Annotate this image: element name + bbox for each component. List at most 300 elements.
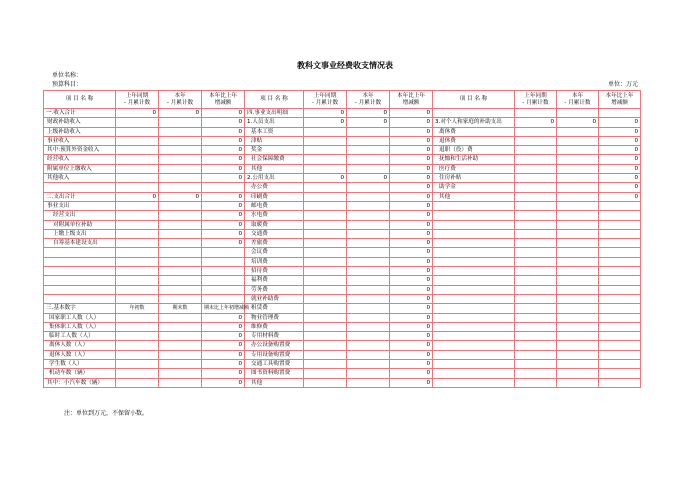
table-cell [304,220,347,229]
table-cell [159,276,202,285]
table-cell [433,267,515,276]
table-cell [44,294,116,303]
table-cell [304,294,347,303]
table-cell [557,127,599,136]
table-cell: 0 [202,369,245,378]
table-cell [515,332,557,341]
table-cell [347,155,390,164]
table-cell: 0 [390,201,433,210]
table-cell [347,332,390,341]
table-cell [202,267,245,276]
table-cell [347,183,390,192]
table-cell [557,109,599,118]
table-cell [116,248,159,257]
table-cell [347,304,390,313]
table-cell [116,350,159,359]
table-cell: 0 [390,146,433,155]
table-cell: 自筹基本建设支出 [44,239,116,248]
table-cell [347,285,390,294]
table-row [44,127,641,136]
table-cell [557,332,599,341]
table-cell: 0 [202,341,245,350]
table-cell: 3.对个人和家庭的补助支出 [433,118,515,127]
table-cell: 培训费 [245,257,304,266]
table-cell: 0 [202,229,245,238]
table-cell [304,360,347,369]
table-cell [433,369,515,378]
header-change: 本年比上年 增减额 [202,91,245,109]
table-cell [599,201,641,210]
table-cell: 0 [390,304,433,313]
table-cell [433,360,515,369]
table-cell: 0 [390,211,433,220]
table-cell [116,294,159,303]
table-cell [159,174,202,183]
table-cell [557,350,599,359]
table-cell [304,136,347,145]
table-cell: 取暖费 [245,220,304,229]
table-cell [159,155,202,164]
table-cell [304,192,347,201]
table-cell: 财政补助收入 [44,118,116,127]
table-cell [557,285,599,294]
table-cell: 津贴 [245,136,304,145]
table-cell: 0 [202,360,245,369]
table-cell [116,267,159,276]
table-cell [557,229,599,238]
table-cell: 0 [599,164,641,173]
table-cell: 其他 [245,164,304,173]
table-cell [347,248,390,257]
table-cell [347,378,390,387]
table-cell [515,350,557,359]
table-cell [116,239,159,248]
table-cell [433,276,515,285]
table-cell [515,192,557,201]
table-cell [599,257,641,266]
table-cell [347,192,390,201]
table-cell: 0 [599,174,641,183]
table-cell [159,127,202,136]
table-cell [433,239,515,248]
table-cell [304,332,347,341]
table-cell: 0 [599,127,641,136]
table-cell: 0 [390,257,433,266]
unit-name-label: 单位名称： [52,72,83,79]
table-cell [515,360,557,369]
table-cell [159,360,202,369]
table-cell [599,220,641,229]
table-cell: 0 [202,322,245,331]
table-cell: 0 [347,118,390,127]
table-cell [599,378,641,387]
table-cell: 0 [304,174,347,183]
table-cell: 退职（役）费 [433,146,515,155]
table-cell [44,183,116,192]
table-cell [515,341,557,350]
table-cell [557,294,599,303]
table-cell [599,332,641,341]
header-prev-year: 上年同期 - 月累计数 [515,91,557,109]
table-cell: 0 [304,109,347,118]
table-cell: 0 [390,136,433,145]
table-cell [557,304,599,313]
table-cell [347,294,390,303]
table-cell: 0 [390,313,433,322]
table-cell: 集体职工人数（人） [44,322,116,331]
table-cell: 期末比上年初增减额 [202,304,245,313]
table-row [44,369,641,378]
table-cell: 2.公用支出 [245,174,304,183]
header-this-year: 本年 - 月累计数 [557,91,599,109]
table-cell [116,127,159,136]
table-cell [304,211,347,220]
table-cell [304,155,347,164]
table-cell: 交通工具购置费 [245,360,304,369]
table-cell: 基本工资 [245,127,304,136]
table-cell [557,267,599,276]
table-cell: 0 [202,350,245,359]
report-meta-left [52,71,82,89]
table-cell [159,332,202,341]
table-row [44,155,641,164]
table-cell: 1.人员支出 [245,118,304,127]
table-cell [557,201,599,210]
table-cell: 奖金 [245,146,304,155]
table-cell [202,257,245,266]
table-cell [515,313,557,322]
table-cell [304,146,347,155]
table-cell [159,369,202,378]
table-cell: 0 [390,285,433,294]
table-cell: 0 [202,118,245,127]
table-cell [515,146,557,155]
table-cell: 0 [390,248,433,257]
table-cell [557,155,599,164]
table-cell [557,341,599,350]
table-cell: 医疗费 [433,164,515,173]
table-cell: 住房补贴 [433,174,515,183]
table-cell: 0 [390,350,433,359]
table-cell: 交通费 [245,229,304,238]
table-cell [515,239,557,248]
table-cell: 0 [390,164,433,173]
table-cell: 0 [390,341,433,350]
table-cell [347,369,390,378]
table-cell [347,276,390,285]
table-cell [159,146,202,155]
table-cell: 0 [390,332,433,341]
table-cell: 0 [116,109,159,118]
table-cell [116,174,159,183]
table-cell: 0 [347,109,390,118]
table-cell [202,294,245,303]
table-cell [116,183,159,192]
table-cell [515,378,557,387]
table-cell [515,127,557,136]
table-cell [159,183,202,192]
table-cell [347,267,390,276]
table-cell [557,164,599,173]
table-cell [304,248,347,257]
table-row [44,350,641,359]
table-cell: 事业收入 [44,136,116,145]
table-cell [433,304,515,313]
table-cell [116,229,159,238]
table-cell [599,229,641,238]
table-cell [599,211,641,220]
table-cell: 0 [202,192,245,201]
table-cell [433,257,515,266]
table-cell [159,313,202,322]
table-cell [433,341,515,350]
table-cell: 四.事业支出明细 [245,109,304,118]
table-cell: 退休人数（人） [44,350,116,359]
table-row [44,174,641,183]
table-cell [159,118,202,127]
table-row [44,211,641,220]
table-cell: 0 [390,369,433,378]
table-cell: 专用设备购置费 [245,350,304,359]
table-cell [116,369,159,378]
table-row [44,313,641,322]
table-cell [159,322,202,331]
table-row [44,164,641,173]
table-cell: 邮电费 [245,201,304,210]
table-cell [347,211,390,220]
table-row [44,276,641,285]
budget-subject-label: 预算科目： [52,81,83,88]
table-cell [557,276,599,285]
table-row [44,341,641,350]
table-cell: 0 [599,155,641,164]
table-cell [304,313,347,322]
table-cell [116,118,159,127]
table-cell [515,155,557,164]
table-cell [159,341,202,350]
table-row [44,109,641,118]
table-cell [116,276,159,285]
table-cell [159,201,202,210]
table-cell [116,341,159,350]
table-cell [557,257,599,266]
table-cell [347,257,390,266]
table-cell [599,239,641,248]
table-row [44,322,641,331]
header-change: 本年比上年 增减额 [390,91,433,109]
table-cell: 印刷费 [245,192,304,201]
table-cell: 0 [390,322,433,331]
table-cell [599,313,641,322]
table-cell: 物业管理费 [245,313,304,322]
table-cell [159,239,202,248]
table-cell [515,276,557,285]
table-cell [44,248,116,257]
table-cell: 0 [390,118,433,127]
table-cell: 租赁费 [245,304,304,313]
table-cell [515,267,557,276]
table-cell [557,239,599,248]
table-cell: 其他 [245,378,304,387]
table-cell [433,220,515,229]
table-cell [515,136,557,145]
table-cell: 0 [599,146,641,155]
table-cell [599,360,641,369]
table-cell [116,360,159,369]
table-cell [599,285,641,294]
table-cell [433,248,515,257]
table-cell: 其他 [433,192,515,201]
header-this-year: 本年 - 月累计数 [347,91,390,109]
table-row [44,192,641,201]
table-row [44,239,641,248]
table-row [44,360,641,369]
table-cell: 其中:预算外资金收入 [44,146,116,155]
table-cell [515,201,557,210]
table-cell [599,369,641,378]
table-cell: 其中：小汽车数（辆） [44,378,116,387]
table-cell: 0 [390,174,433,183]
table-cell [433,109,515,118]
table-cell: 0 [390,127,433,136]
table-cell [159,267,202,276]
table-cell [304,201,347,210]
table-cell: 经营支出 [44,211,116,220]
table-cell [159,294,202,303]
table-cell [515,211,557,220]
table-cell [599,304,641,313]
table-cell: 离休人数（人） [44,341,116,350]
table-row [44,378,641,387]
table-row [44,332,641,341]
header-prev-year: 上年同期 - 月累计数 [116,91,159,109]
table-cell [304,350,347,359]
table-cell [347,146,390,155]
header-item-name: 项 目 名 称 [44,91,116,109]
table-cell [159,220,202,229]
table-cell [116,155,159,164]
table-cell [515,322,557,331]
table-cell: 学生数（人） [44,360,116,369]
table-cell: 临时工人数（人） [44,332,116,341]
table-cell [515,248,557,257]
table-cell: 0 [557,118,599,127]
footnote: 注：单位到万元，不保留小数。 [64,410,149,417]
table-cell: 助学金 [433,183,515,192]
table-cell: 图书资料购置费 [245,369,304,378]
table-cell [304,276,347,285]
table-cell [116,146,159,155]
table-cell: 0 [390,378,433,387]
table-cell [116,257,159,266]
table-cell: 一.收入合计 [44,109,116,118]
table-cell: 其他收入 [44,174,116,183]
table-cell [116,378,159,387]
table-cell [159,248,202,257]
table-cell [557,322,599,331]
table-cell: 0 [202,332,245,341]
table-cell [515,304,557,313]
table-cell: 0 [202,136,245,145]
table-cell [347,313,390,322]
table-cell [202,285,245,294]
table-cell: 0 [599,118,641,127]
table-row [44,285,641,294]
table-cell: 社会保障缴费 [245,155,304,164]
table-cell [599,109,641,118]
header-prev-year: 上年同期 - 月累计数 [304,91,347,109]
table-row [44,201,641,210]
table-cell [116,285,159,294]
table-cell: 0 [390,192,433,201]
header-change: 本年比上年 增减额 [599,91,641,109]
table-cell [599,341,641,350]
table-row [44,118,641,127]
table-cell [433,285,515,294]
table-row [44,229,641,238]
table-cell [557,378,599,387]
table-cell [304,304,347,313]
table-cell [159,211,202,220]
table-cell [304,378,347,387]
table-cell [116,201,159,210]
table-cell: 经营收入 [44,155,116,164]
table-cell: 就业补助费 [245,294,304,303]
table-cell [433,350,515,359]
table-cell [116,164,159,173]
table-cell [159,136,202,145]
table-cell: 国家职工人数（人） [44,313,116,322]
table-cell [557,183,599,192]
table-cell [347,164,390,173]
table-cell [557,211,599,220]
table-cell [159,378,202,387]
table-cell: 维修费 [245,322,304,331]
table-cell: 0 [202,378,245,387]
table-cell [515,294,557,303]
table-cell: 0 [202,146,245,155]
table-cell: 办公费 [245,183,304,192]
table-cell [304,341,347,350]
table-cell [44,285,116,294]
header-item-name: 项 目 名 称 [245,91,304,109]
table-header-row [44,91,641,109]
table-row [44,267,641,276]
table-cell [515,229,557,238]
table-row [44,304,641,313]
table-cell [433,322,515,331]
table-cell: 0 [202,164,245,173]
table-cell [202,276,245,285]
table-cell: 0 [304,118,347,127]
table-cell: 期末数 [159,304,202,313]
table-cell [116,211,159,220]
table-cell [557,248,599,257]
table-cell [515,257,557,266]
table-cell [433,378,515,387]
table-cell: 年初数 [116,304,159,313]
table-cell [159,164,202,173]
unit-label: 单位：万元 [607,81,638,88]
table-cell [599,267,641,276]
table-cell [304,322,347,331]
table-cell [347,350,390,359]
table-row [44,136,641,145]
table-cell [202,183,245,192]
table-cell: 差旅费 [245,239,304,248]
table-cell [159,229,202,238]
table-cell [44,257,116,266]
